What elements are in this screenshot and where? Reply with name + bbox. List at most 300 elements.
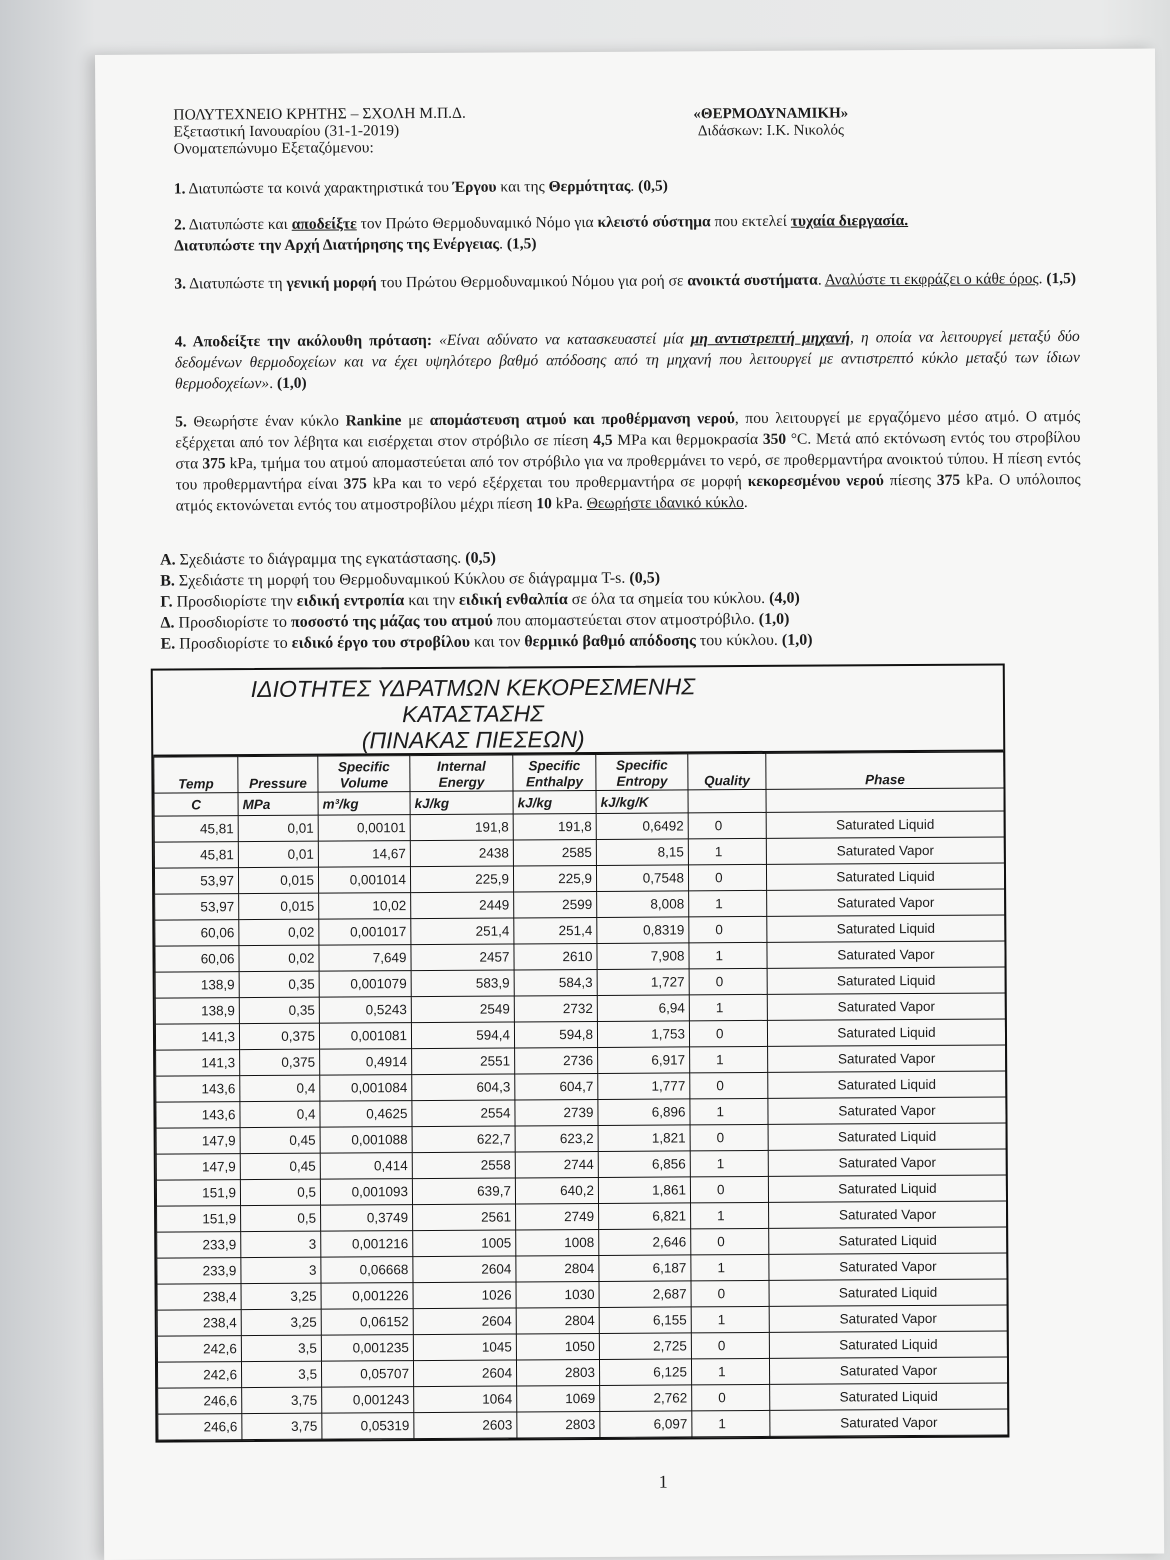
table-cell: 594,4 xyxy=(411,1022,514,1049)
table-cell: 1 xyxy=(689,942,767,968)
table-cell: 0,35 xyxy=(239,997,319,1023)
table-cell: 138,9 xyxy=(155,972,239,999)
instructor: Διδάσκων: Ι.Κ. Νικολός xyxy=(697,122,845,140)
table-cell: 242,6 xyxy=(157,1336,241,1363)
table-cell: 1045 xyxy=(413,1334,516,1361)
question-text: Θερμότητας xyxy=(548,177,631,196)
table-cell: 238,4 xyxy=(157,1310,241,1337)
table-cell: 2610 xyxy=(514,943,597,970)
table-cell: 141,3 xyxy=(156,1050,240,1077)
question-number: 5. xyxy=(175,413,187,431)
question-text: Διατυπώστε τα κοινά χαρακτηριστικά του xyxy=(185,178,453,198)
table-cell: 0,06152 xyxy=(321,1309,413,1336)
table-cell: 2,725 xyxy=(599,1333,691,1360)
subquestion-text: (0,5) xyxy=(629,569,661,587)
table-cell: 1 xyxy=(689,890,767,916)
table-cell: Saturated Liquid xyxy=(766,811,1004,838)
table-cell: Saturated Vapor xyxy=(769,1201,1007,1228)
subquestion-text: σε όλα τα σημεία του κύκλου. xyxy=(567,589,770,609)
table-cell: 0 xyxy=(689,968,767,994)
table-cell: 6,856 xyxy=(598,1151,690,1178)
exam-sheet xyxy=(95,49,1164,1560)
table-title-line: ΙΔΙΟΤΗΤΕΣ ΥΔΡΑΤΜΩΝ ΚΕΚΟΡΕΣΜΕΝΗΣ xyxy=(250,673,696,703)
table-cell: 3 xyxy=(241,1231,321,1257)
column-header: Quality xyxy=(688,753,766,789)
table-cell: 2803 xyxy=(517,1411,600,1438)
table-cell: 0,35 xyxy=(239,971,319,997)
question-text: 375 xyxy=(936,471,961,489)
table-cell: 2551 xyxy=(412,1048,515,1075)
column-header: Specific Enthalpy xyxy=(513,754,596,791)
table-cell: Saturated Vapor xyxy=(767,941,1005,968)
table-cell: 0 xyxy=(690,1176,768,1202)
table-cell: 3 xyxy=(241,1257,321,1283)
table-cell: Saturated Vapor xyxy=(768,1097,1006,1124)
steam-table xyxy=(151,663,1010,1442)
table-cell: Saturated Liquid xyxy=(769,1279,1007,1306)
table-cell: 2803 xyxy=(516,1359,599,1386)
question-text: και της xyxy=(496,178,549,196)
subquestion-text: (1,0) xyxy=(758,610,790,628)
column-unit: kJ/kg/K xyxy=(596,790,688,814)
table-cell: 2438 xyxy=(410,840,513,867)
table-cell: 1 xyxy=(691,1202,769,1228)
table-cell: 2749 xyxy=(516,1203,599,1230)
subquestion-text: που απομαστεύεται στον ατμοστρόβιλο. xyxy=(492,610,759,630)
table-cell: 2449 xyxy=(411,892,514,919)
table-cell: 0 xyxy=(689,1020,767,1046)
table-cell: 1 xyxy=(688,838,766,864)
table-cell: Saturated Vapor xyxy=(766,837,1004,864)
table-cell: 0,7548 xyxy=(596,865,688,892)
question-2 xyxy=(174,209,1079,257)
question-text: ανοικτά συστήματα xyxy=(687,271,818,290)
table-cell: 2549 xyxy=(411,996,514,1023)
table-cell: Saturated Liquid xyxy=(767,1019,1005,1046)
table-cell: 2561 xyxy=(413,1204,516,1231)
table-title-line: (ΠΙΝΑΚΑΣ ΠΙΕΣΕΩΝ) xyxy=(361,726,585,754)
table-cell: 0,015 xyxy=(239,893,319,919)
table-cell: 2604 xyxy=(413,1360,516,1387)
table-cell: 0,414 xyxy=(320,1153,412,1180)
table-cell: 2599 xyxy=(514,891,597,918)
table-cell: 1 xyxy=(691,1358,769,1384)
table-cell: 238,4 xyxy=(157,1284,241,1311)
table-cell: 1008 xyxy=(516,1229,599,1256)
table-cell: 0,05319 xyxy=(322,1413,414,1440)
table-cell: Saturated Liquid xyxy=(768,1123,1006,1150)
table-cell: 6,187 xyxy=(599,1255,691,1282)
table-cell: 1 xyxy=(691,1306,769,1332)
table-cell: Saturated Vapor xyxy=(769,1357,1007,1384)
question-text: , που λειτουργεί με εργαζόμενο μέσο ατμό. Ο ατμός εξέρχεται από τον λέβητα και εισέρχεται στον στρόβιλο σε πίεση xyxy=(175,407,1081,452)
subquestion-text: Προσδιορίστε το xyxy=(174,613,292,632)
column-header: Internal Energy xyxy=(410,755,513,792)
subquestion xyxy=(161,630,813,655)
table-cell: 1050 xyxy=(516,1333,599,1360)
subquestion-text: Σχεδιάστε το διάγραμμα της εγκατάστασης. xyxy=(175,549,466,569)
question-text: Διατυπώστε τη xyxy=(185,274,287,293)
question-points: (1,5) xyxy=(506,235,537,253)
table-cell: Saturated Vapor xyxy=(768,1045,1006,1072)
question-number: 4. xyxy=(174,333,187,351)
table-cell: Saturated Liquid xyxy=(770,1383,1008,1410)
table-cell: 604,3 xyxy=(412,1074,515,1101)
table-cell: 2585 xyxy=(513,839,596,866)
table-cell: 0,8319 xyxy=(597,917,689,944)
table-cell: 0,001216 xyxy=(321,1231,413,1258)
subquestion-label: Β. xyxy=(160,572,175,590)
table-cell: 0,05707 xyxy=(321,1361,413,1388)
question-text: Θεωρήστε έναν κύκλο xyxy=(186,412,346,431)
course-header xyxy=(693,105,848,140)
subquestion-text: (0,5) xyxy=(465,549,496,567)
table-cell: 2736 xyxy=(515,1047,598,1074)
table-cell: 6,917 xyxy=(598,1047,690,1074)
table-cell: 143,6 xyxy=(156,1102,240,1129)
question-text: 350 xyxy=(762,430,787,448)
question-text: αποδείξτε xyxy=(291,215,357,233)
table-cell: 6,125 xyxy=(599,1359,691,1386)
table-cell: 0,6492 xyxy=(596,813,688,840)
question-text: Διατυπώστε και xyxy=(185,215,292,234)
question-4 xyxy=(175,326,1080,395)
question-points: (0,5) xyxy=(638,177,668,195)
course-title: «ΘΕΡΜΟΔΥΝΑΜΙΚΗ» xyxy=(693,105,849,123)
table-cell: 10,02 xyxy=(319,893,411,920)
question-3 xyxy=(174,268,1079,295)
school-header xyxy=(173,105,466,158)
table-cell: 0,02 xyxy=(239,945,319,971)
table-cell: 191,8 xyxy=(513,813,596,840)
table-cell: 8,008 xyxy=(597,891,689,918)
table-cell: 2604 xyxy=(413,1256,516,1283)
table-cell: Saturated Liquid xyxy=(769,1331,1007,1358)
steam-table-title xyxy=(153,665,1004,756)
table-cell: 0,375 xyxy=(240,1049,320,1075)
question-number: 2. xyxy=(173,216,186,234)
table-cell: 6,896 xyxy=(598,1099,690,1126)
table-cell: 604,7 xyxy=(515,1073,598,1100)
table-cell: 0,00101 xyxy=(318,815,410,842)
table-cell: 584,3 xyxy=(514,969,597,996)
table-cell: 138,9 xyxy=(155,998,239,1025)
question-text: Αποδείξτε την ακόλουθη πρόταση: xyxy=(186,331,433,351)
table-cell: 1 xyxy=(690,1046,768,1072)
table-cell: 2,687 xyxy=(599,1281,691,1308)
table-cell: Saturated Vapor xyxy=(768,1149,1006,1176)
column-unit: MPa xyxy=(238,792,318,815)
table-cell: 0,001084 xyxy=(320,1075,412,1102)
question-5 xyxy=(175,406,1081,517)
question-text: Έργου xyxy=(452,178,497,196)
table-cell: 0 xyxy=(691,1228,769,1254)
table-cell: 0,001081 xyxy=(319,1023,411,1050)
question-text: «Είναι αδύνατο να κατασκευαστεί μία xyxy=(431,330,691,349)
question-number: 1. xyxy=(173,180,186,198)
table-cell: 1,821 xyxy=(598,1125,690,1152)
table-title-line: ΚΑΤΑΣΤΑΣΗΣ xyxy=(402,700,544,728)
table-cell: 242,6 xyxy=(157,1362,241,1389)
table-cell: 1,777 xyxy=(598,1073,690,1100)
table-cell: 0,4 xyxy=(240,1075,320,1101)
question-points: (1,0) xyxy=(276,374,307,392)
table-cell: 0,015 xyxy=(238,867,318,893)
subquestion-text: Προσδιορίστε την xyxy=(172,592,297,611)
table-cell: Saturated Vapor xyxy=(770,1409,1008,1436)
column-header: Temp xyxy=(154,757,238,794)
table-cell: 0 xyxy=(690,1124,768,1150)
question-text: kPa και το νερό εξέρχεται του προθερμαντήρα σε μορφή xyxy=(366,473,748,493)
subquestion-text: του κύκλου. xyxy=(695,631,782,650)
exam-session: Εξεταστική Ιανουαρίου (31-1-2019) xyxy=(173,122,400,141)
subquestion-text: (4,0) xyxy=(769,589,800,607)
subquestion-text: θερμικό βαθμό απόδοσης xyxy=(524,632,696,651)
table-cell: 0,01 xyxy=(238,815,318,841)
table-cell: 2739 xyxy=(515,1099,598,1126)
table-cell: 0,4625 xyxy=(320,1101,412,1128)
table-cell: 1005 xyxy=(413,1230,516,1257)
question-text: kPa, τμήμα του ατμού απομαστεύεται από τον στρόβιλο για να προθερμάνει το νερό, σε προθερμαντήρα ανοικτού τύπου. Η πίεση εντός του προθερμαντήρα είναι xyxy=(175,449,1081,494)
table-cell: 53,97 xyxy=(155,894,239,921)
question-number: 3. xyxy=(174,275,187,293)
table-cell: 251,4 xyxy=(411,918,514,945)
table-cell: 594,8 xyxy=(514,1021,597,1048)
table-cell: 0 xyxy=(688,864,766,890)
table-cell: 0,001235 xyxy=(321,1335,413,1362)
question-text: °C. Μετά από εκτόνωση εντός του στροβίλου στα xyxy=(175,428,1081,473)
table-cell: 0 xyxy=(691,1280,769,1306)
table-cell: 0,001017 xyxy=(319,919,411,946)
question-text: . xyxy=(499,235,507,253)
table-cell: 3,25 xyxy=(241,1309,321,1335)
question-text: κλειστό σύστημα xyxy=(597,213,711,231)
table-cell: 0 xyxy=(691,1332,769,1358)
question-text: MPa και θερμοκρασία xyxy=(612,430,763,449)
table-cell: 143,6 xyxy=(156,1076,240,1103)
table-cell: 622,7 xyxy=(412,1126,515,1153)
table-cell: 0,4 xyxy=(240,1101,320,1127)
table-cell: 225,9 xyxy=(410,866,513,893)
table-cell: 0,45 xyxy=(240,1153,320,1179)
table-cell: 225,9 xyxy=(513,865,596,892)
question-text: γενική μορφή xyxy=(286,274,377,292)
question-points: (1,5) xyxy=(1046,270,1077,288)
table-cell: 53,97 xyxy=(154,868,238,895)
table-cell: 2554 xyxy=(412,1100,515,1127)
table-cell: 0,001243 xyxy=(322,1387,414,1414)
table-cell: Saturated Vapor xyxy=(769,1253,1007,1280)
table-cell: 2804 xyxy=(516,1307,599,1334)
subquestion-label: Ε. xyxy=(160,635,176,653)
table-cell: 0,3749 xyxy=(321,1205,413,1232)
table-cell: 2804 xyxy=(516,1255,599,1282)
question-text: . xyxy=(630,177,639,195)
table-cell: 0 xyxy=(690,1072,768,1098)
table-cell: Saturated Liquid xyxy=(767,967,1005,994)
table-cell: 0,5 xyxy=(241,1205,321,1231)
subquestion-label: Γ. xyxy=(160,593,173,611)
subquestion-label: Α. xyxy=(160,551,176,569)
column-unit: kJ/kg xyxy=(513,790,596,814)
table-cell: 3,75 xyxy=(242,1387,322,1413)
table-cell: Saturated Vapor xyxy=(769,1305,1007,1332)
subquestion-text: Σχεδιάστε τη μορφή του Θερμοδυναμικού Κύκλου σε διάγραμμα T-s. xyxy=(174,569,630,590)
table-cell: 233,9 xyxy=(157,1258,241,1285)
table-cell: 60,06 xyxy=(155,946,239,973)
subquestion-text: ειδικό έργο του στροβίλου xyxy=(291,633,471,652)
column-header: Phase xyxy=(766,752,1004,789)
column-unit: C xyxy=(154,793,238,817)
table-cell: 0,001088 xyxy=(320,1127,412,1154)
table-cell: 1 xyxy=(690,1150,768,1176)
column-unit: kJ/kg xyxy=(410,791,513,815)
table-cell: 0,001079 xyxy=(319,971,411,998)
table-cell: 8,15 xyxy=(596,839,688,866)
question-text: απομάστευση ατμού και προθέρμανση νερού xyxy=(429,410,735,429)
table-cell: 1 xyxy=(691,1254,769,1280)
table-cell: Saturated Liquid xyxy=(766,863,1004,890)
table-cell: 6,097 xyxy=(600,1411,692,1438)
subquestion-text: (1,0) xyxy=(781,631,813,649)
subquestion xyxy=(160,568,660,592)
table-cell: 1,727 xyxy=(597,969,689,996)
table-cell: 1,753 xyxy=(597,1021,689,1048)
school-name: ΠΟΛΥΤΕΧΝΕΙΟ ΚΡΗΤΗΣ – ΣΧΟΛΗ Μ.Π.Δ. xyxy=(173,104,466,124)
table-header-row xyxy=(154,752,1004,793)
table-cell: 147,9 xyxy=(156,1128,240,1155)
question-text: τυχαία διεργασία. xyxy=(790,212,909,230)
question-text: του Πρώτου Θερμοδυναμικού Νόμου για ροή σε xyxy=(376,272,688,292)
table-cell: 1064 xyxy=(414,1386,517,1413)
table-cell: 2,762 xyxy=(600,1385,692,1412)
table-cell: 0,001014 xyxy=(318,867,410,894)
table-cell: 3,25 xyxy=(241,1283,321,1309)
table-cell: Saturated Vapor xyxy=(767,993,1005,1020)
question-text: 10 xyxy=(536,495,552,513)
table-cell: Saturated Liquid xyxy=(767,915,1005,942)
question-text: τον Πρώτο Θερμοδυναμικό Νόμο για xyxy=(356,213,598,233)
question-text: 4,5 xyxy=(593,431,613,449)
table-cell: 141,3 xyxy=(155,1024,239,1051)
question-text: , η οποία να λειτουργεί μεταξύ δύο δεδομένων θερμοδοχείων και να έχει υψηλότερο βαθμό απόδοσης από τη μηχανή που λειτουργεί με αντιστρεπτό κύκλο μεταξύ των ίδιων θερμοδοχείων» xyxy=(174,327,1080,393)
question-text: kPa. Ο υπόλοιπος ατμός εκτονώνεται εντός του ατμοστροβίλου μέχρι πίεση xyxy=(175,470,1081,515)
question-text: Αναλύστε τι εκφράζει ο κάθε όρος xyxy=(824,270,1039,289)
steam-table-grid xyxy=(153,751,1008,1440)
subquestion-text: ειδική ενθαλπία xyxy=(458,591,568,609)
page-number: 1 xyxy=(658,1471,668,1492)
table-cell: 147,9 xyxy=(156,1154,240,1181)
table-cell: 45,81 xyxy=(154,842,238,869)
table-cell: 2558 xyxy=(412,1152,515,1179)
table-cell: 1,861 xyxy=(598,1177,690,1204)
student-name-label: Ονοματεπώνυμο Εξεταζόμενου: xyxy=(173,139,374,158)
table-cell: 6,821 xyxy=(599,1203,691,1230)
table-cell: 1030 xyxy=(516,1281,599,1308)
subquestion-text: ειδική εντροπία xyxy=(296,592,405,610)
table-cell: 6,155 xyxy=(599,1307,691,1334)
table-cell: 0 xyxy=(688,812,766,838)
table-cell: 0 xyxy=(692,1384,770,1410)
table-cell: 1069 xyxy=(517,1385,600,1412)
table-cell: 0,5 xyxy=(240,1179,320,1205)
column-header: Specific Volume xyxy=(318,756,410,793)
question-text: kPa. xyxy=(551,495,587,513)
question-text: . xyxy=(817,271,825,289)
table-cell: 1026 xyxy=(413,1282,516,1309)
table-cell: 3,5 xyxy=(241,1335,321,1361)
question-text: κεκορεσμένου νερού xyxy=(747,472,884,491)
question-text: πίεσης xyxy=(883,471,937,490)
table-cell: 2604 xyxy=(413,1308,516,1335)
question-text: με xyxy=(401,411,430,430)
table-cell: Saturated Liquid xyxy=(768,1175,1006,1202)
table-cell: 251,4 xyxy=(514,917,597,944)
table-cell: 45,81 xyxy=(154,816,238,843)
table-cell: 233,9 xyxy=(157,1232,241,1259)
subquestion-label: Δ. xyxy=(160,614,175,632)
column-unit xyxy=(766,788,1004,812)
table-cell: 2,646 xyxy=(599,1229,691,1256)
subquestion-text: και την xyxy=(404,591,459,610)
question-1 xyxy=(174,173,1079,200)
table-cell: 0 xyxy=(689,916,767,942)
table-cell: 246,6 xyxy=(158,1388,242,1415)
table-cell: 2457 xyxy=(411,944,514,971)
question-text: Διατυπώστε την Αρχή Διατήρησης της Ενέργειας xyxy=(174,235,500,255)
table-cell: 3,5 xyxy=(241,1361,321,1387)
question-text: . xyxy=(743,494,748,512)
table-cell: 3,75 xyxy=(242,1413,322,1439)
table-cell: 0,001226 xyxy=(321,1283,413,1310)
question-text: Rankine xyxy=(345,412,402,430)
table-cell: 639,7 xyxy=(412,1178,515,1205)
table-cell: 151,9 xyxy=(156,1180,240,1207)
table-row xyxy=(158,1409,1008,1440)
table-cell: 0,5243 xyxy=(319,997,411,1024)
table-cell: 0,45 xyxy=(240,1127,320,1153)
table-cell: 0,4914 xyxy=(320,1049,412,1076)
subquestion-text: Προσδιορίστε το xyxy=(175,634,292,653)
question-text: 375 xyxy=(202,455,226,473)
table-cell: 191,8 xyxy=(410,814,513,841)
column-header: Pressure xyxy=(238,756,318,792)
table-cell: 7,649 xyxy=(319,945,411,972)
table-cell: 6,94 xyxy=(597,995,689,1022)
table-cell: 1 xyxy=(692,1410,770,1436)
table-cell: 2744 xyxy=(515,1151,598,1178)
subquestion-text: ποσοστό της μάζας του ατμού xyxy=(290,612,493,631)
subquestion-text: και τον xyxy=(469,633,525,651)
table-cell: 1 xyxy=(689,994,767,1020)
table-cell: 151,9 xyxy=(157,1206,241,1233)
question-text: μη αντιστρεπτή μηχανή xyxy=(690,329,850,348)
question-text: . xyxy=(269,374,277,392)
table-cell: 640,2 xyxy=(515,1177,598,1204)
table-cell: 623,2 xyxy=(515,1125,598,1152)
table-cell: 246,6 xyxy=(158,1414,242,1441)
table-cell: Saturated Liquid xyxy=(768,1071,1006,1098)
table-body xyxy=(154,811,1008,1440)
table-cell: 0,001093 xyxy=(320,1179,412,1206)
question-text: 375 xyxy=(343,475,367,493)
table-cell: 583,9 xyxy=(411,970,514,997)
table-cell: 60,06 xyxy=(155,920,239,947)
table-cell: 2732 xyxy=(514,995,597,1022)
column-unit xyxy=(688,789,766,812)
table-cell: Saturated Liquid xyxy=(769,1227,1007,1254)
table-cell: 1 xyxy=(690,1098,768,1124)
